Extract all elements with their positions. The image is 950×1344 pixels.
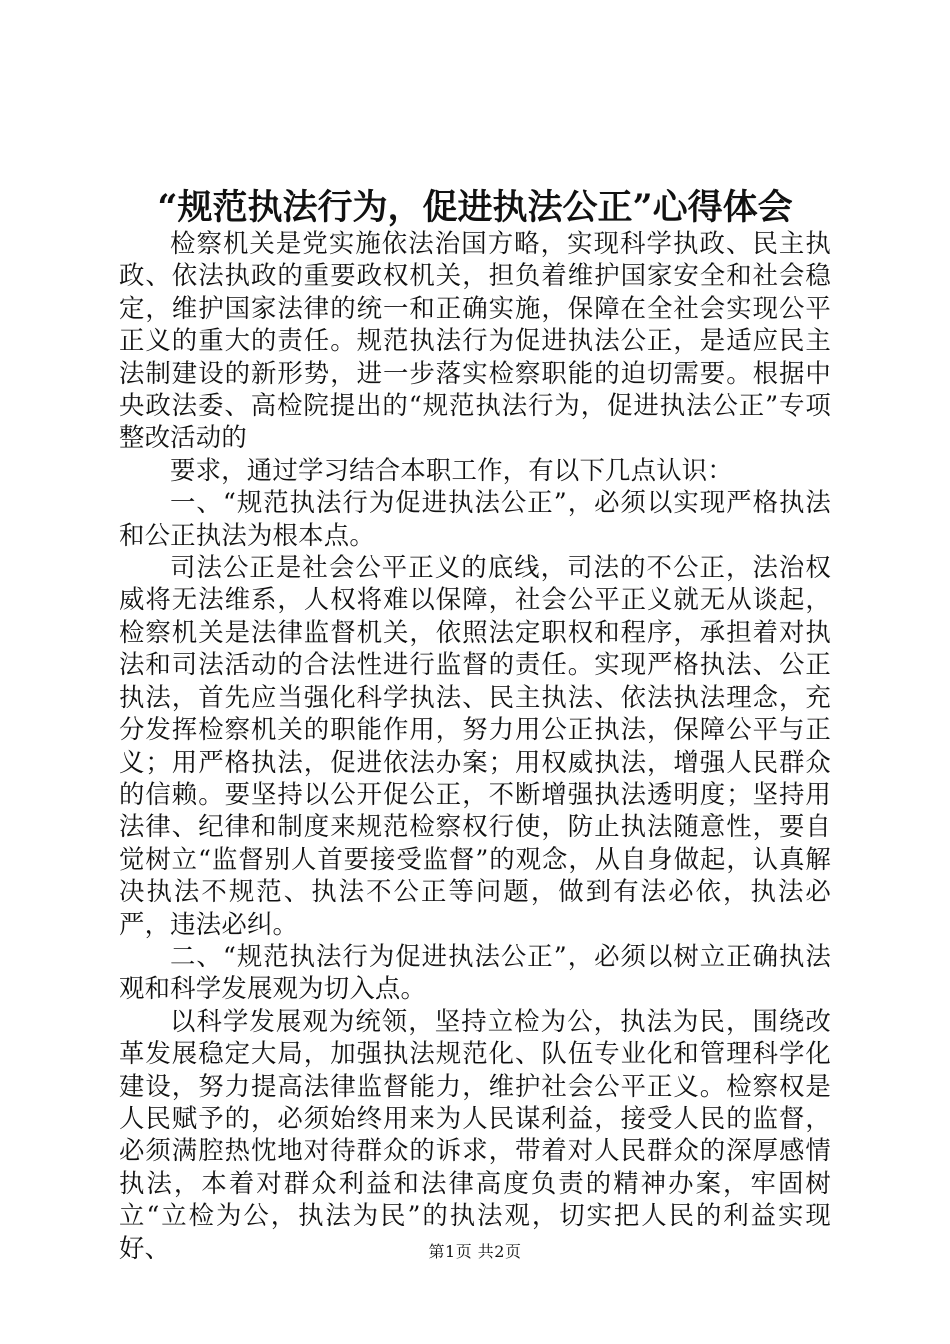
paragraph-intro: 检察机关是党实施依法治国方略，实现科学执政、民主执政、依法执政的重要政权机关，担负着维护国家安全和社会稳定，维护国家法律的统一和正确实施，保障在全社会实现公平正义的重大的责任。规范执法行为促进执法公正，是适应民主法制建设的新形势，进一步落实检察职能的迫切需要。根据中央政法委、高检院提出的“规范执法行为，促进执法公正”专项整改活动的 [119,228,831,453]
document-body [119,227,831,1264]
paragraph-section-1: 司法公正是社会公平正义的底线，司法的不公正，法治权威将无法维系，人权将难以保障，社会公平正义就无从谈起，检察机关是法律监督机关，依照法定职权和程序，承担着对执法和司法活动的合法性进行监督的责任。实现严格执法、公正执法，首先应当强化科学执法、民主执法、依法执法理念，充分发挥检察机关的职能作用，努力用公正执法，保障公平与正义；用严格执法，促进依法办案；用权威执法，增强人民群众的信赖。要坚持以公开促公正，不断增强执法透明度；坚持用法律、纪律和制度来规范检察权行使，防止执法随意性，要自觉树立“监督别人首要接受监督”的观念，从自身做起，认真解决执法不规范、执法不公正等问题，做到有法必依，执法必严，违法必纠。 [119,552,831,939]
document-title: “规范执法行为，促进执法公正”心得体会 [157,187,793,228]
section-heading-1: 一、“规范执法行为促进执法公正”，必须以实现严格执法和公正执法为根本点。 [119,487,831,550]
page-footer: 第1页 共2页 [428,1242,522,1261]
section-heading-2: 二、“规范执法行为促进执法公正”，必须以树立正确执法观和科学发展观为切入点。 [119,940,831,1004]
paragraph-section-2: 以科学发展观为统领，坚持立检为公，执法为民，围绕改革发展稳定大局，加强执法规范化、队伍专业化和管理科学化建设，努力提高法律监督能力，维护社会公平正义。检察权是人民赋予的，必须始终用来为人民谋利益，接受人民的监督，必须满腔热忱地对待群众的诉求，带着对人民群众的深厚感情执法，本着对群众利益和法律高度负责的精神办案，牢固树立“立检为公，执法为民”的执法观，切实把人民的利益实现好、 [119,1005,831,1263]
paragraph-requirements: 要求，通过学习结合本职工作，有以下几点认识： [170,454,733,485]
